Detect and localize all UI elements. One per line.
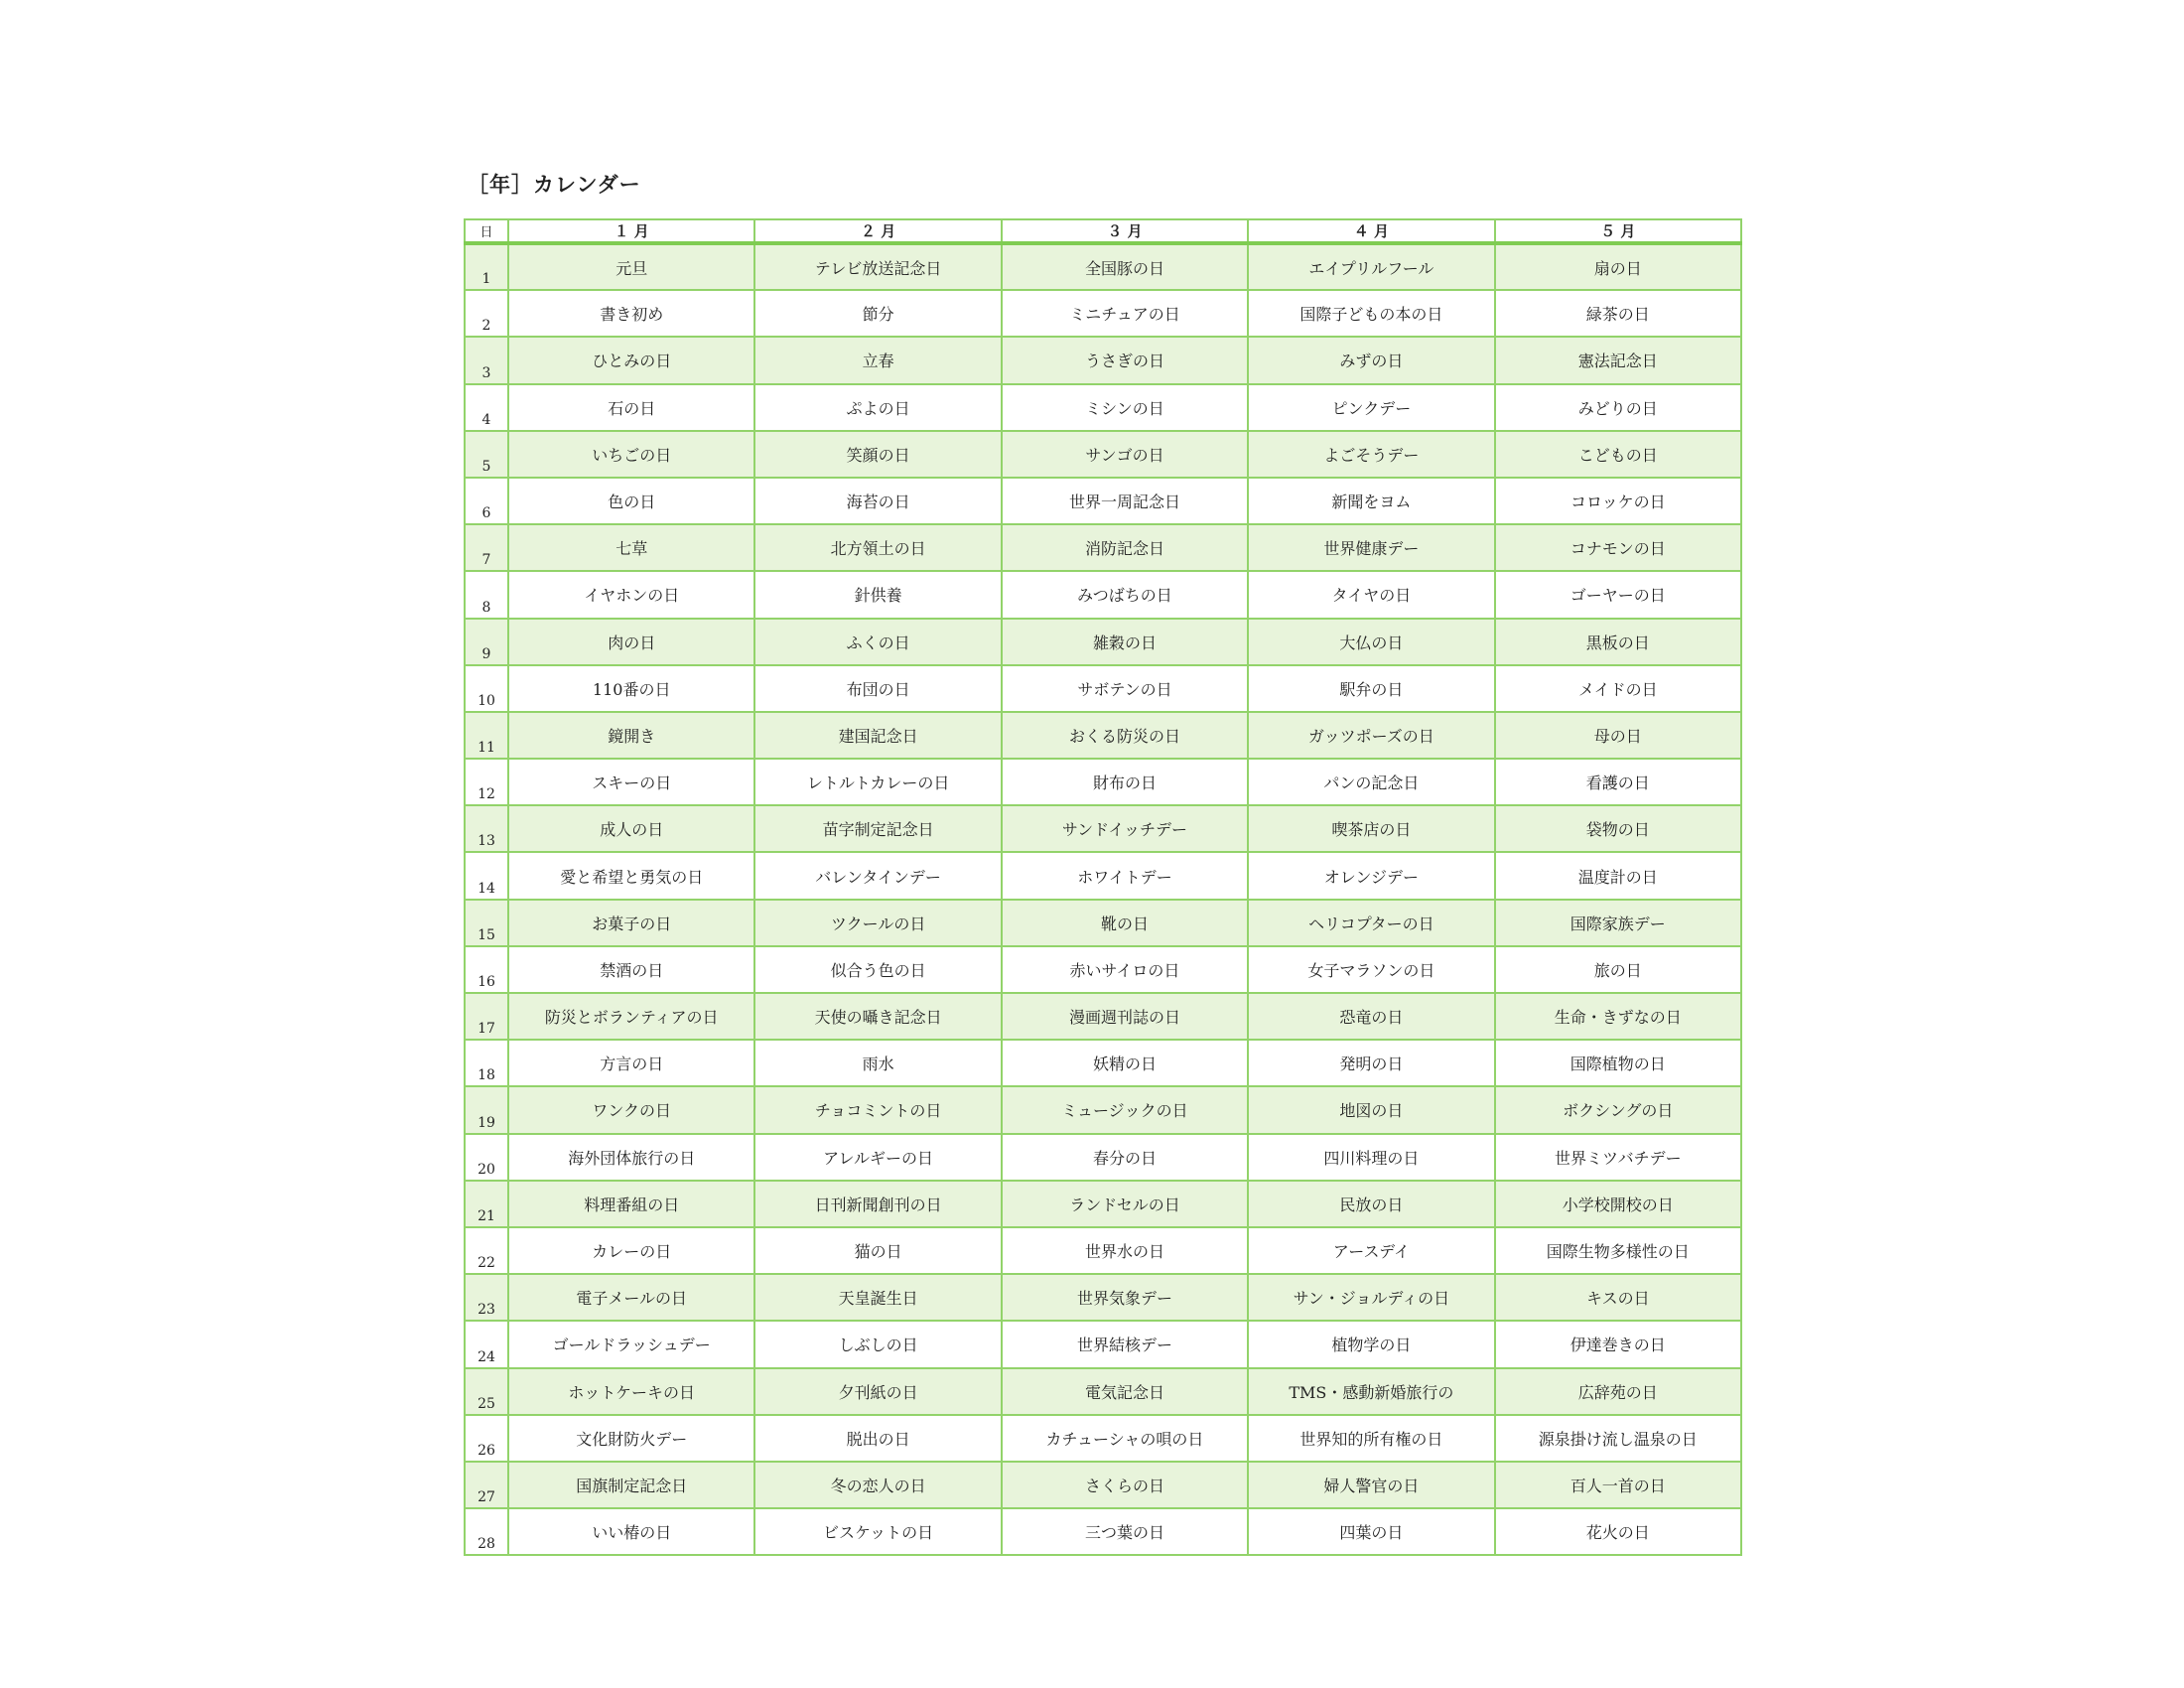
event-cell-month-5: メイドの日 [1495, 665, 1741, 712]
event-cell-month-3: 赤いサイロの日 [1002, 946, 1248, 993]
event-cell-month-3: みつばちの日 [1002, 571, 1248, 618]
day-number: 24 [465, 1321, 508, 1367]
day-number: 3 [465, 337, 508, 383]
event-cell-month-4: 女子マラソンの日 [1248, 946, 1494, 993]
event-cell-month-3: カチューシャの唄の日 [1002, 1415, 1248, 1462]
event-cell-month-1: ワンクの日 [508, 1086, 754, 1133]
day-number: 23 [465, 1274, 508, 1321]
table-row [465, 852, 1741, 899]
event-cell-month-5: コナモンの日 [1495, 524, 1741, 571]
day-number: 12 [465, 759, 508, 805]
table-row [465, 1462, 1741, 1508]
calendar-body [465, 243, 1741, 1555]
event-cell-month-4: 四川料理の日 [1248, 1134, 1494, 1181]
event-cell-month-1: 書き初め [508, 290, 754, 337]
event-cell-month-2: 猫の日 [754, 1227, 1001, 1274]
event-cell-month-2: 建国記念日 [754, 712, 1001, 759]
table-row [465, 712, 1741, 759]
event-cell-month-1: 色の日 [508, 478, 754, 524]
table-row [465, 1181, 1741, 1227]
event-cell-month-2: 笑顔の日 [754, 431, 1001, 478]
event-cell-month-4: 新聞をヨム [1248, 478, 1494, 524]
table-row [465, 478, 1741, 524]
month-header-3: ３ 月 [1002, 219, 1248, 243]
event-cell-month-5: 伊達巻きの日 [1495, 1321, 1741, 1367]
event-cell-month-5: 百人一首の日 [1495, 1462, 1741, 1508]
event-cell-month-3: 電気記念日 [1002, 1368, 1248, 1415]
day-number: 11 [465, 712, 508, 759]
table-row [465, 337, 1741, 383]
event-cell-month-2: アレルギーの日 [754, 1134, 1001, 1181]
event-cell-month-3: 春分の日 [1002, 1134, 1248, 1181]
event-cell-month-3: サンゴの日 [1002, 431, 1248, 478]
event-cell-month-5: 旅の日 [1495, 946, 1741, 993]
event-cell-month-1: いい椿の日 [508, 1508, 754, 1555]
day-number: 15 [465, 900, 508, 946]
event-cell-month-5: こどもの日 [1495, 431, 1741, 478]
event-cell-month-5: 袋物の日 [1495, 805, 1741, 852]
day-number: 28 [465, 1508, 508, 1555]
event-cell-month-4: 喫茶店の日 [1248, 805, 1494, 852]
event-cell-month-4: 世界知的所有権の日 [1248, 1415, 1494, 1462]
event-cell-month-5: 国際生物多様性の日 [1495, 1227, 1741, 1274]
event-cell-month-1: いちごの日 [508, 431, 754, 478]
event-cell-month-4: サン・ジョルディの日 [1248, 1274, 1494, 1321]
table-row [465, 946, 1741, 993]
event-cell-month-5: 世界ミツバチデー [1495, 1134, 1741, 1181]
event-cell-month-5: コロッケの日 [1495, 478, 1741, 524]
event-cell-month-2: 天皇誕生日 [754, 1274, 1001, 1321]
day-number: 10 [465, 665, 508, 712]
calendar-table [464, 218, 1742, 1556]
table-row [465, 524, 1741, 571]
event-cell-month-2: ビスケットの日 [754, 1508, 1001, 1555]
event-cell-month-5: 看護の日 [1495, 759, 1741, 805]
event-cell-month-5: みどりの日 [1495, 384, 1741, 431]
event-cell-month-1: 石の日 [508, 384, 754, 431]
event-cell-month-3: 世界気象デー [1002, 1274, 1248, 1321]
table-row [465, 993, 1741, 1040]
event-cell-month-4: 大仏の日 [1248, 619, 1494, 665]
table-row [465, 805, 1741, 852]
event-cell-month-5: 憲法記念日 [1495, 337, 1741, 383]
event-cell-month-4: 民放の日 [1248, 1181, 1494, 1227]
day-number: 5 [465, 431, 508, 478]
event-cell-month-5: 花火の日 [1495, 1508, 1741, 1555]
event-cell-month-4: 発明の日 [1248, 1040, 1494, 1086]
event-cell-month-2: テレビ放送記念日 [754, 243, 1001, 290]
month-header-4: ４ 月 [1248, 219, 1494, 243]
event-cell-month-3: サボテンの日 [1002, 665, 1248, 712]
event-cell-month-4: オレンジデー [1248, 852, 1494, 899]
day-number: 13 [465, 805, 508, 852]
event-cell-month-4: TMS・感動新婚旅行の [1248, 1368, 1494, 1415]
event-cell-month-3: 世界一周記念日 [1002, 478, 1248, 524]
event-cell-month-1: 鏡開き [508, 712, 754, 759]
event-cell-month-5: 小学校開校の日 [1495, 1181, 1741, 1227]
event-cell-month-1: 元旦 [508, 243, 754, 290]
month-header-5: ５ 月 [1495, 219, 1741, 243]
event-cell-month-4: エイプリルフール [1248, 243, 1494, 290]
event-cell-month-3: うさぎの日 [1002, 337, 1248, 383]
day-number: 2 [465, 290, 508, 337]
header-row [465, 219, 1741, 243]
event-cell-month-1: ひとみの日 [508, 337, 754, 383]
event-cell-month-4: みずの日 [1248, 337, 1494, 383]
event-cell-month-2: ぷよの日 [754, 384, 1001, 431]
event-cell-month-5: ボクシングの日 [1495, 1086, 1741, 1133]
day-number: 14 [465, 852, 508, 899]
table-row [465, 1368, 1741, 1415]
day-number: 19 [465, 1086, 508, 1133]
event-cell-month-2: 雨水 [754, 1040, 1001, 1086]
event-cell-month-5: 国際家族デー [1495, 900, 1741, 946]
event-cell-month-3: 妖精の日 [1002, 1040, 1248, 1086]
event-cell-month-2: 苗字制定記念日 [754, 805, 1001, 852]
event-cell-month-4: ピンクデー [1248, 384, 1494, 431]
table-row [465, 1321, 1741, 1367]
event-cell-month-3: サンドイッチデー [1002, 805, 1248, 852]
event-cell-month-3: ホワイトデー [1002, 852, 1248, 899]
event-cell-month-1: 国旗制定記念日 [508, 1462, 754, 1508]
event-cell-month-2: ツクールの日 [754, 900, 1001, 946]
event-cell-month-3: ミュージックの日 [1002, 1086, 1248, 1133]
calendar-header [465, 219, 1741, 243]
day-number: 6 [465, 478, 508, 524]
event-cell-month-1: 方言の日 [508, 1040, 754, 1086]
event-cell-month-1: 110番の日 [508, 665, 754, 712]
table-row [465, 1086, 1741, 1133]
day-number: 9 [465, 619, 508, 665]
event-cell-month-4: 恐竜の日 [1248, 993, 1494, 1040]
event-cell-month-1: 防災とボランティアの日 [508, 993, 754, 1040]
event-cell-month-2: 布団の日 [754, 665, 1001, 712]
event-cell-month-2: 立春 [754, 337, 1001, 383]
event-cell-month-4: パンの記念日 [1248, 759, 1494, 805]
event-cell-month-5: 緑茶の日 [1495, 290, 1741, 337]
day-number: 27 [465, 1462, 508, 1508]
table-row [465, 1227, 1741, 1274]
event-cell-month-2: バレンタインデー [754, 852, 1001, 899]
table-row [465, 619, 1741, 665]
event-cell-month-1: 料理番組の日 [508, 1181, 754, 1227]
event-cell-month-1: カレーの日 [508, 1227, 754, 1274]
event-cell-month-4: 四葉の日 [1248, 1508, 1494, 1555]
event-cell-month-1: ゴールドラッシュデー [508, 1321, 754, 1367]
event-cell-month-1: 海外団体旅行の日 [508, 1134, 754, 1181]
event-cell-month-2: レトルトカレーの日 [754, 759, 1001, 805]
event-cell-month-4: 駅弁の日 [1248, 665, 1494, 712]
event-cell-month-5: ゴーヤーの日 [1495, 571, 1741, 618]
event-cell-month-5: 広辞苑の日 [1495, 1368, 1741, 1415]
event-cell-month-5: 扇の日 [1495, 243, 1741, 290]
day-number: 16 [465, 946, 508, 993]
event-cell-month-2: 海苔の日 [754, 478, 1001, 524]
event-cell-month-1: イヤホンの日 [508, 571, 754, 618]
event-cell-month-4: 地図の日 [1248, 1086, 1494, 1133]
event-cell-month-3: 全国豚の日 [1002, 243, 1248, 290]
event-cell-month-4: 婦人警官の日 [1248, 1462, 1494, 1508]
table-row [465, 1415, 1741, 1462]
event-cell-month-1: ホットケーキの日 [508, 1368, 754, 1415]
event-cell-month-1: 七草 [508, 524, 754, 571]
event-cell-month-1: 愛と希望と勇気の日 [508, 852, 754, 899]
month-header-2: ２ 月 [754, 219, 1001, 243]
event-cell-month-3: 消防記念日 [1002, 524, 1248, 571]
event-cell-month-4: ヘリコプターの日 [1248, 900, 1494, 946]
event-cell-month-5: 源泉掛け流し温泉の日 [1495, 1415, 1741, 1462]
event-cell-month-3: 財布の日 [1002, 759, 1248, 805]
event-cell-month-3: ミニチュアの日 [1002, 290, 1248, 337]
day-column-header: 日 [465, 219, 508, 243]
event-cell-month-2: 北方領土の日 [754, 524, 1001, 571]
event-cell-month-3: おくる防災の日 [1002, 712, 1248, 759]
table-row [465, 1040, 1741, 1086]
event-cell-month-5: キスの日 [1495, 1274, 1741, 1321]
event-cell-month-3: 世界水の日 [1002, 1227, 1248, 1274]
event-cell-month-2: 日刊新聞創刊の日 [754, 1181, 1001, 1227]
event-cell-month-4: よごそうデー [1248, 431, 1494, 478]
table-row [465, 759, 1741, 805]
event-cell-month-5: 生命・きずなの日 [1495, 993, 1741, 1040]
day-number: 17 [465, 993, 508, 1040]
event-cell-month-4: タイヤの日 [1248, 571, 1494, 618]
table-row [465, 665, 1741, 712]
table-row [465, 290, 1741, 337]
event-cell-month-3: 靴の日 [1002, 900, 1248, 946]
table-row [465, 1508, 1741, 1555]
event-cell-month-2: 針供養 [754, 571, 1001, 618]
day-number: 20 [465, 1134, 508, 1181]
event-cell-month-3: さくらの日 [1002, 1462, 1248, 1508]
day-number: 22 [465, 1227, 508, 1274]
event-cell-month-5: 国際植物の日 [1495, 1040, 1741, 1086]
event-cell-month-3: ランドセルの日 [1002, 1181, 1248, 1227]
month-header-1: １ 月 [508, 219, 754, 243]
event-cell-month-1: 肉の日 [508, 619, 754, 665]
event-cell-month-5: 温度計の日 [1495, 852, 1741, 899]
event-cell-month-2: 冬の恋人の日 [754, 1462, 1001, 1508]
table-row [465, 243, 1741, 290]
event-cell-month-4: 植物学の日 [1248, 1321, 1494, 1367]
event-cell-month-3: 世界結核デー [1002, 1321, 1248, 1367]
event-cell-month-3: 三つ葉の日 [1002, 1508, 1248, 1555]
day-number: 21 [465, 1181, 508, 1227]
event-cell-month-1: 電子メールの日 [508, 1274, 754, 1321]
table-row [465, 431, 1741, 478]
day-number: 26 [465, 1415, 508, 1462]
event-cell-month-2: チョコミントの日 [754, 1086, 1001, 1133]
event-cell-month-4: ガッツポーズの日 [1248, 712, 1494, 759]
event-cell-month-4: アースデイ [1248, 1227, 1494, 1274]
event-cell-month-5: 母の日 [1495, 712, 1741, 759]
day-number: 7 [465, 524, 508, 571]
day-number: 25 [465, 1368, 508, 1415]
table-row [465, 1134, 1741, 1181]
event-cell-month-3: ミシンの日 [1002, 384, 1248, 431]
event-cell-month-2: ふくの日 [754, 619, 1001, 665]
event-cell-month-1: 文化財防火デー [508, 1415, 754, 1462]
table-row [465, 571, 1741, 618]
event-cell-month-5: 黒板の日 [1495, 619, 1741, 665]
event-cell-month-1: スキーの日 [508, 759, 754, 805]
event-cell-month-2: しぶしの日 [754, 1321, 1001, 1367]
event-cell-month-1: 成人の日 [508, 805, 754, 852]
page-title: ［年］カレンダー [468, 173, 641, 197]
event-cell-month-2: 節分 [754, 290, 1001, 337]
event-cell-month-3: 漫画週刊誌の日 [1002, 993, 1248, 1040]
event-cell-month-4: 国際子どもの本の日 [1248, 290, 1494, 337]
table-row [465, 1274, 1741, 1321]
event-cell-month-4: 世界健康デー [1248, 524, 1494, 571]
day-number: 4 [465, 384, 508, 431]
event-cell-month-1: 禁酒の日 [508, 946, 754, 993]
day-number: 8 [465, 571, 508, 618]
day-number: 1 [465, 243, 508, 290]
event-cell-month-1: お菓子の日 [508, 900, 754, 946]
event-cell-month-2: 似合う色の日 [754, 946, 1001, 993]
event-cell-month-2: 天使の囁き記念日 [754, 993, 1001, 1040]
table-row [465, 384, 1741, 431]
day-number: 18 [465, 1040, 508, 1086]
event-cell-month-3: 雑穀の日 [1002, 619, 1248, 665]
table-row [465, 900, 1741, 946]
event-cell-month-2: 脱出の日 [754, 1415, 1001, 1462]
event-cell-month-2: 夕刊紙の日 [754, 1368, 1001, 1415]
